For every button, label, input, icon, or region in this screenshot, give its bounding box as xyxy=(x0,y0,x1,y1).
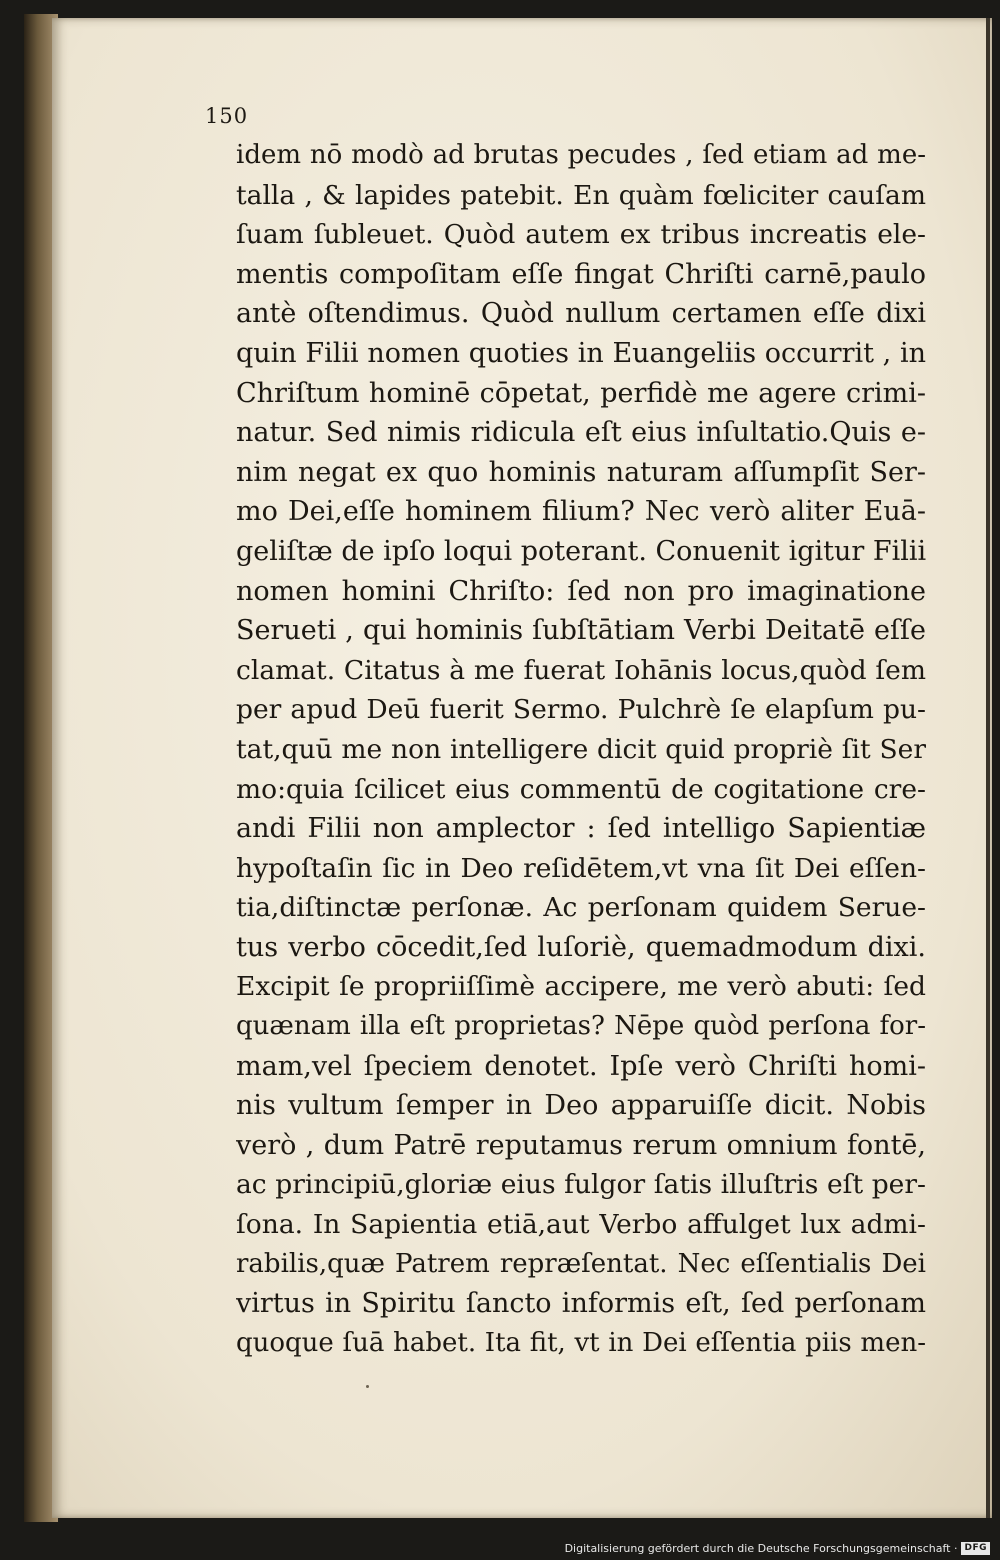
text-line: Excipit ſe propriiſſimè accipere, me verò abuti: ſed xyxy=(236,971,926,1003)
text-line: Serueti , qui hominis ſubſtātiam Verbi Deitatē eſſe xyxy=(236,615,926,647)
text-line: quin Filii nomen quoties in Euangeliis occurrit , in xyxy=(236,337,926,369)
text-line: natur. Sed nimis ridicula eſt eius inſultatio.Quis e- xyxy=(236,417,926,449)
text-line: ſona. In Sapientia etiā,aut Verbo affulget lux admi- xyxy=(236,1209,926,1241)
text-line: mo:quia ſcilicet eius commentū de cogitatione cre- xyxy=(236,773,926,805)
text-line: antè oſtendimus. Quòd nullum certamen eſſe dixi xyxy=(236,298,926,330)
text-line: ſuam ſubleuet. Quòd autem ex tribus increatis ele- xyxy=(236,219,926,251)
page-number: 150 xyxy=(205,104,249,128)
page-edge-rule xyxy=(986,18,990,1518)
text-line: nim negat ex quo hominis naturam aſſumpſit Ser- xyxy=(236,456,926,488)
text-line: geliſtæ de ipſo loqui poterant. Conuenit igitur Filii xyxy=(236,535,926,567)
text-line: tus verbo cōcedit,ſed luſoriè, quemadmodum dixi. xyxy=(236,931,926,963)
text-line: mentis compoſitam eſſe fingat Chriſti carnē,paulo xyxy=(236,258,926,290)
text-line: nis vultum ſemper in Deo apparuiſſe dicit. Nobis xyxy=(236,1090,926,1122)
paper-speck xyxy=(366,1385,369,1388)
text-line: hypoſtaſin ſic in Deo reſidētem,vt vna ſit Dei eſſen- xyxy=(236,852,926,884)
text-line: quænam illa eſt proprietas? Nēpe quòd perſona for- xyxy=(236,1011,926,1042)
footer-credit-text: Digitalisierung gefördert durch die Deutsche Forschungsgemeinschaft · xyxy=(564,1541,958,1555)
text-line: Chriſtum hominē cōpetat, perfidè me agere crimi- xyxy=(236,377,926,409)
text-line: mam,vel ſpeciem denotet. Ipſe verò Chriſti homi- xyxy=(236,1050,926,1082)
text-line: nomen homini Chriſto: ſed non pro imaginatione xyxy=(236,575,926,607)
text-line: talla , & lapides patebit. En quàm fœliciter cauſam xyxy=(236,179,926,211)
text-line: clamat. Citatus à me fuerat Iohānis locus,quòd ſem xyxy=(236,654,926,686)
footer-credit xyxy=(565,1538,990,1558)
body-text xyxy=(236,136,926,1363)
text-line: ac principiū,gloriæ eius fulgor ſatis illuſtris eſt per- xyxy=(236,1169,926,1201)
text-line: tat,quū me non intelligere dicit quid propriè ſit Ser xyxy=(236,733,926,765)
text-line: quoque ſuā habet. Ita fit, vt in Dei eſſentia piis men- xyxy=(236,1327,926,1358)
text-line: idem nō modò ad brutas pecudes , ſed etiam ad me- xyxy=(236,140,926,170)
text-line: verò , dum Patrē reputamus rerum omnium fontē, xyxy=(236,1129,926,1161)
text-line: andi Filii non amplector : ſed intelligo Sapientiæ xyxy=(236,813,926,845)
text-line: rabilis,quæ Patrem repræſentat. Nec eſſentialis Dei xyxy=(236,1248,926,1279)
text-line: tia,diſtinctæ perſonæ. Ac perſonam quidem Serue- xyxy=(236,892,926,924)
dfg-logo: DFG xyxy=(961,1542,990,1555)
text-line: per apud Deū fuerit Sermo. Pulchrè ſe elapſum pu- xyxy=(236,694,926,726)
text-line: virtus in Spiritu ſancto informis eſt, ſed perſonam xyxy=(236,1288,926,1320)
text-line: mo Dei,eſſe hominem filium? Nec verò aliter Euā- xyxy=(236,496,926,528)
